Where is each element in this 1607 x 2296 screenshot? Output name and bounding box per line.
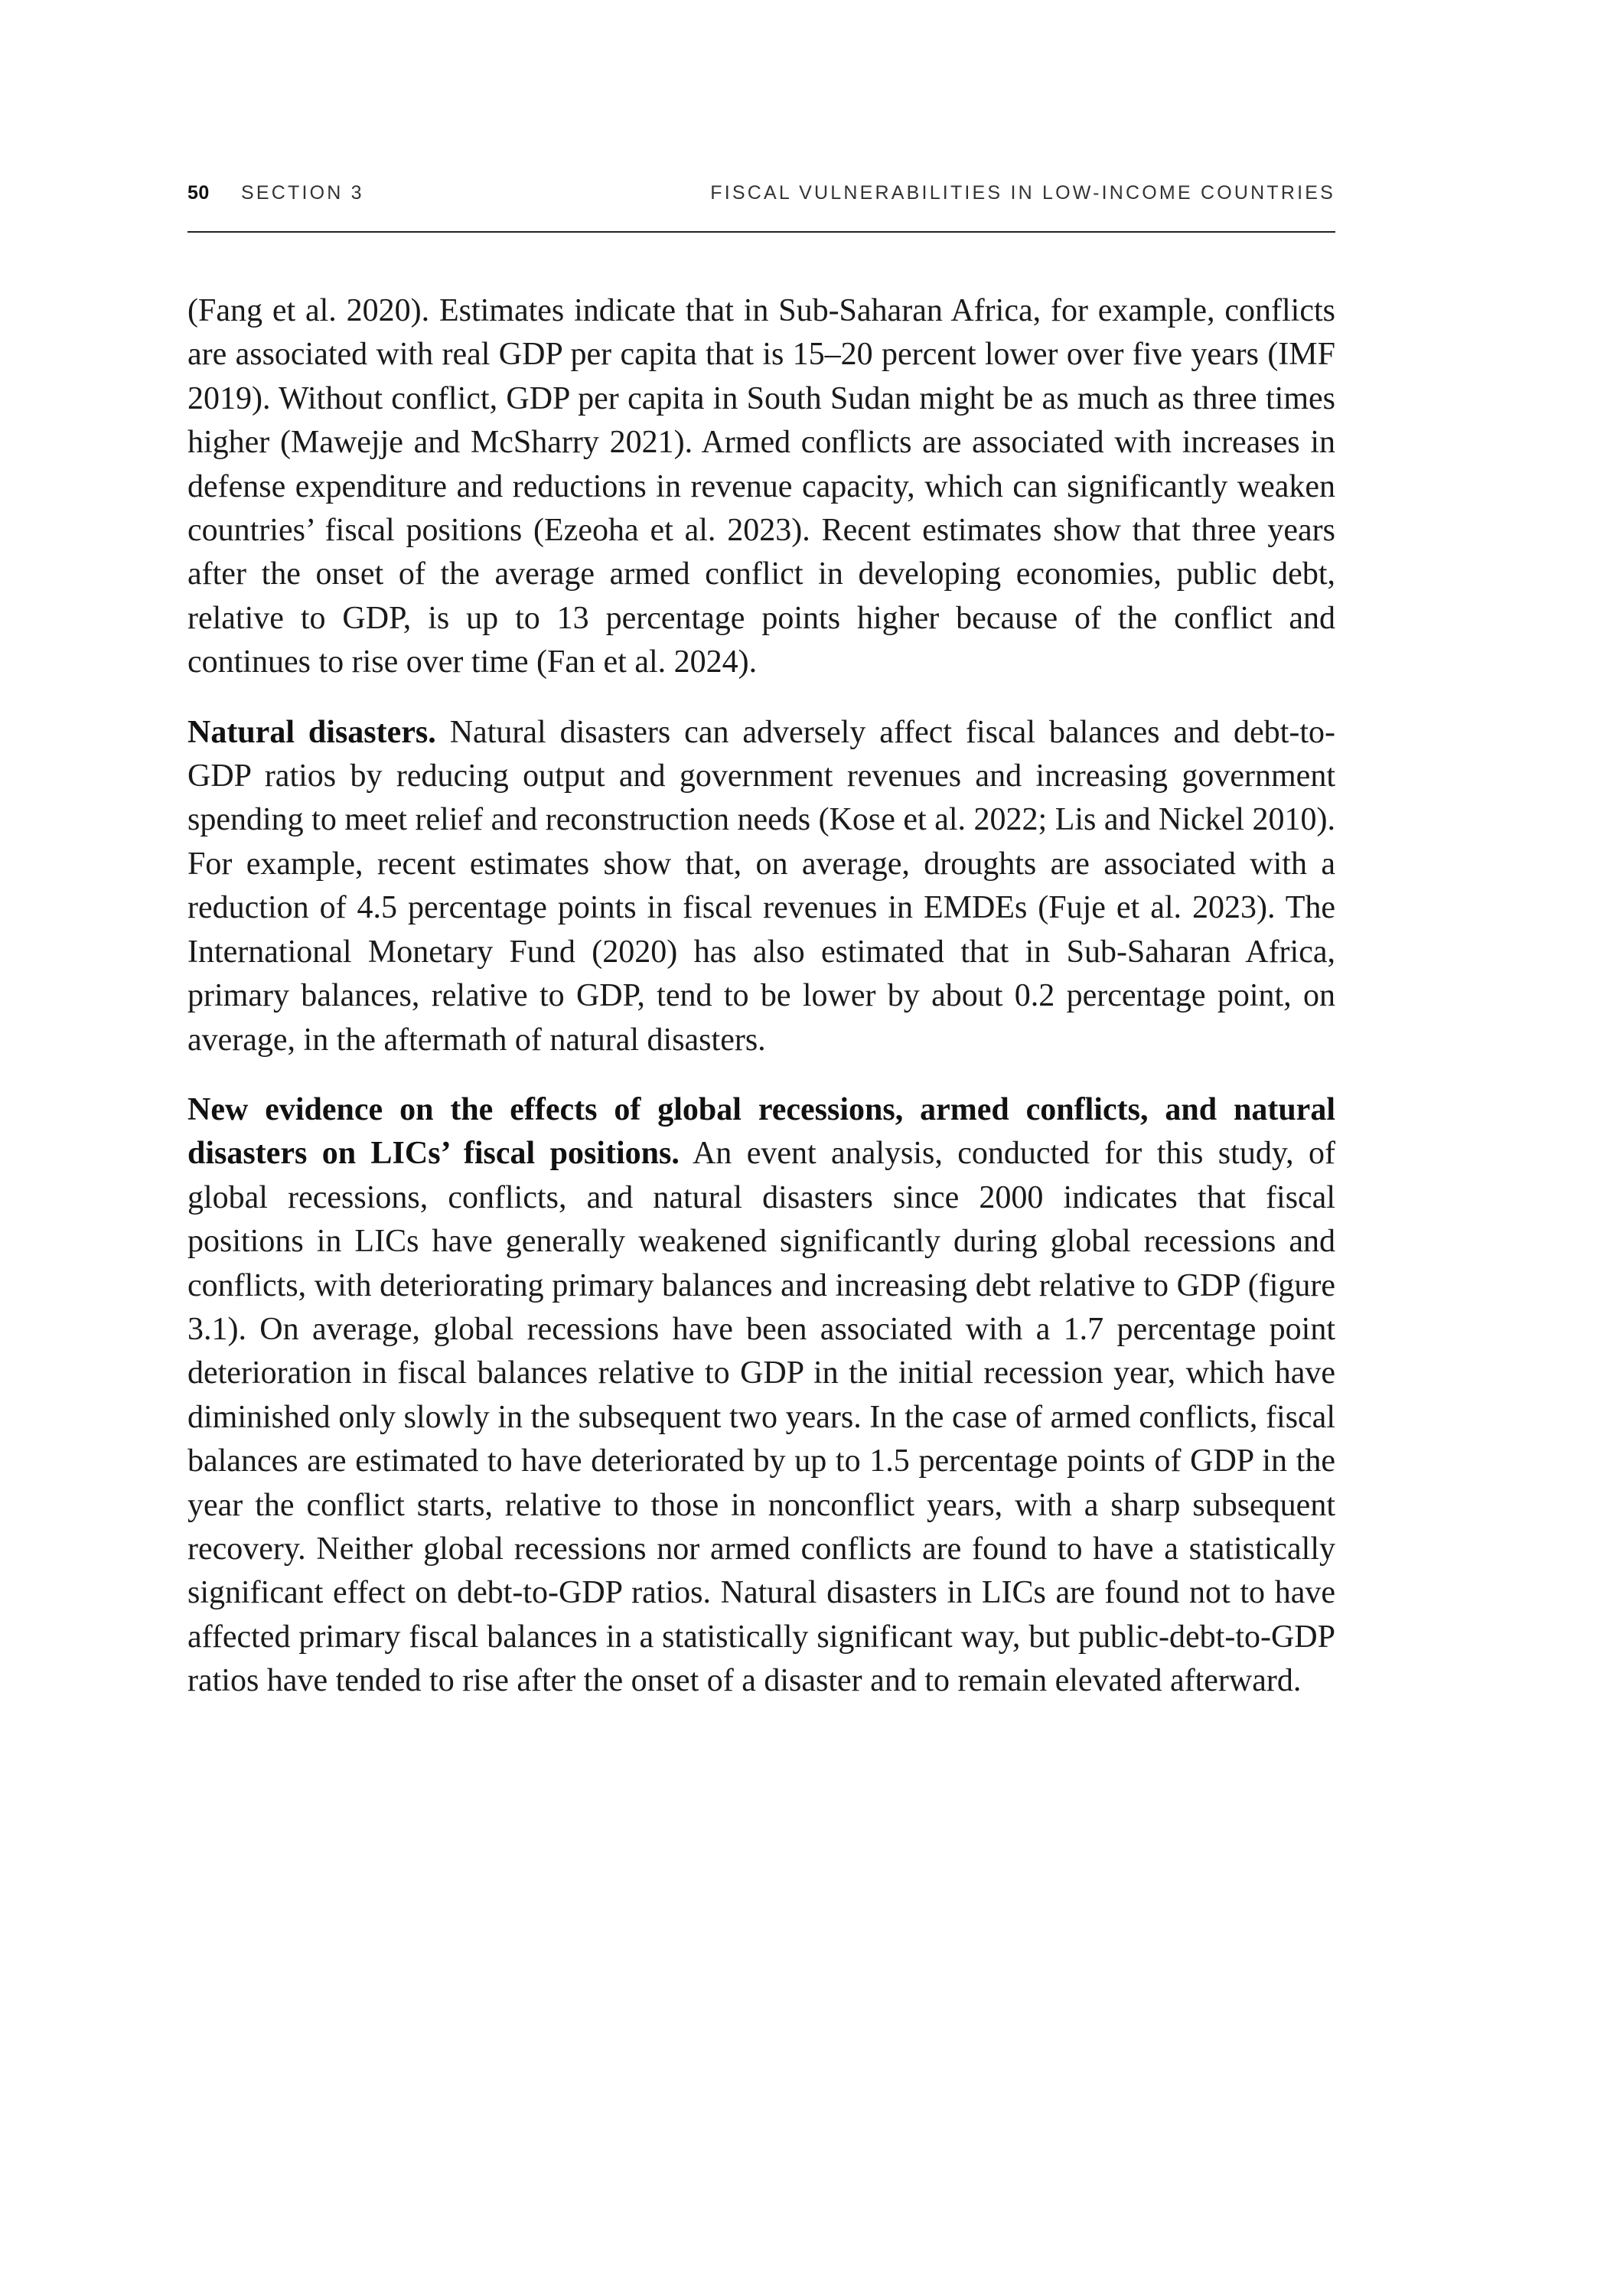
paragraph-text: (Fang et al. 2020). Estimates indicate that in Sub-Saharan Africa, for example, conflicts are associated with real GDP per capita that is 15–20 percent lower over five years (IMF 2019). Without conflict, GDP per capita in South Sudan might be as much as three times higher (Mawejje and McSharry 2021). Armed conflicts are associated with increases in defense expenditure and reductions in revenue capacity, which can significantly weaken countries’ fiscal positions (Ezeoha et al. 2023). Recent estimates show that three years after the onset of the average armed conflict in developing economies, public debt, relative to GDP, is up to 13 percentage points higher because of the conflict and continues to rise over time (Fan et al. 2024). — [187, 293, 1335, 680]
header-divider — [187, 231, 1335, 233]
section-label: SECTION 3 — [241, 182, 364, 204]
paragraph-text: Natural disasters can adversely affect fiscal balances and debt-to-GDP ratios by reducing output and government revenues and increasing government spending to meet relief and reconstruction needs (Kose et al. 2022; Lis and Nickel 2010). For example, recent estimates show that, on average, droughts are associated with a reduction of 4.5 percentage points in fiscal revenues in EMDEs (Fuje et al. 2023). The International Monetary Fund (2020) has also estimated that in Sub-Saharan Africa, primary balances, relative to GDP, tend to be lower by about 0.2 percentage point, on average, in the aftermath of natural disasters. — [187, 714, 1335, 1058]
body-text — [187, 289, 1335, 1730]
page-number: 50 — [187, 182, 210, 204]
paragraph-conflict-effects — [187, 289, 1335, 685]
document-page — [187, 0, 1335, 2296]
chapter-title: FISCAL VULNERABILITIES IN LOW-INCOME COUNTRIES — [710, 182, 1335, 204]
paragraph-text: An event analysis, conducted for this study, of global recessions, conflicts, and natural disasters since 2000 indicates that fiscal positions in LICs have generally weakened significantly during global recessions and conflicts, with deteriorating primary balances and increasing debt relative to GDP (figure 3.1). On average, global recessions have been associated with a 1.7 percentage point deterioration in fiscal balances relative to GDP in the initial recession year, which have diminished only slowly in the subsequent two years. In the case of armed conflicts, fiscal balances are estimated to have deteriorated by up to 1.5 percentage points of GDP in the year the conflict starts, relative to those in nonconflict years, with a sharp subsequent recovery. Neither global recessions nor armed conflicts are found to have a statistically significant effect on debt-to-GDP ratios. Natural disasters in LICs are found not to have affected primary fiscal balances in a statistically significant way, but public-debt-to-GDP ratios have tended to rise after the onset of a disaster and to remain elevated afterward. — [187, 1136, 1335, 1699]
running-header — [187, 182, 1335, 213]
paragraph-heading: Natural disasters. — [187, 714, 436, 750]
paragraph-natural-disasters — [187, 711, 1335, 1062]
paragraph-new-evidence — [187, 1088, 1335, 1704]
paragraph-heading: New evidence on the effects of global recessions, armed conflicts, and natural disasters on LICs’ fiscal positions. — [187, 1091, 1335, 1172]
